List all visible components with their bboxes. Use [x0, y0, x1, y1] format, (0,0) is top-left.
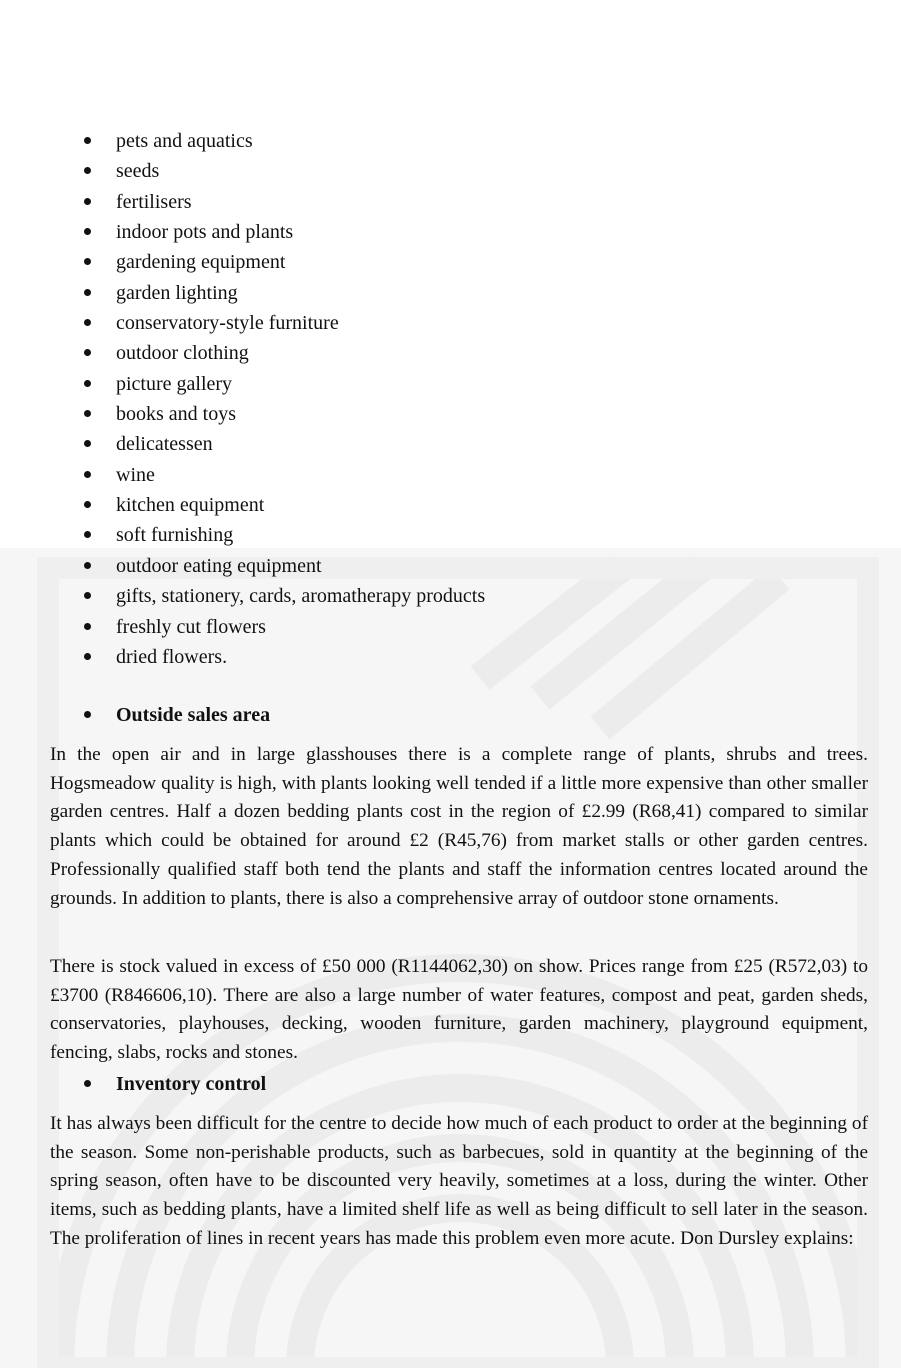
bullet-icon	[84, 258, 91, 265]
list-item-text: gifts, stationery, cards, aromatherapy products	[116, 585, 486, 608]
list-item	[0, 399, 901, 429]
bullet-icon	[84, 198, 91, 205]
list-item-text: soft furnishing	[116, 524, 234, 547]
list-item	[0, 551, 901, 581]
outside-sales-paragraph-2: There is stock valued in excess of £50 000 (R1144062,30) on show. Prices range from £25 (R572,03) to £3700 (R846606,10). There are also a large number of water features, compost and peat, garden sheds, conservatories, playhouses, decking, wooden furniture, garden machinery, playground equipment, fencing, slabs, rocks and stones.	[50, 956, 868, 1064]
list-item-text: fertilisers	[116, 190, 192, 213]
bullet-icon	[84, 440, 91, 447]
list-item	[0, 612, 901, 642]
list-item-text: conservatory-style furniture	[116, 312, 339, 335]
list-item	[0, 369, 901, 399]
bullet-icon	[84, 410, 91, 417]
inventory-control-heading	[0, 1069, 901, 1099]
list-item-text: gardening equipment	[116, 251, 286, 274]
list-item	[0, 187, 901, 217]
list-item	[0, 308, 901, 338]
list-item-text: dried flowers.	[116, 645, 228, 668]
bullet-icon	[84, 623, 91, 630]
bullet-icon	[84, 228, 91, 235]
list-item-text: garden lighting	[116, 281, 238, 304]
list-item	[0, 642, 901, 672]
bullet-icon	[84, 1080, 91, 1087]
list-item	[0, 429, 901, 459]
list-item	[0, 217, 901, 247]
bullet-icon	[84, 137, 91, 144]
bullet-icon	[84, 167, 91, 174]
bullet-icon	[84, 319, 91, 326]
list-item-text: indoor pots and plants	[116, 221, 294, 244]
list-item	[0, 581, 901, 611]
list-item	[0, 338, 901, 368]
bullet-icon	[84, 471, 91, 478]
outside-sales-paragraph-1: In the open air and in large glasshouses there is a complete range of plants, shrubs and trees. Hogsmeadow quality is high, with plants looking well tended if a little more expensive than other smaller garden centres. Half a dozen bedding plants cost in the region of £2.99 (R68,41) compared to similar plants which could be obtained for around £2 (R45,76) from market stalls or other garden centres. Professionally qualified staff both tend the plants and staff the information centres located around the grounds. In addition to plants, there is also a comprehensive array of outdoor stone ornaments.	[50, 744, 868, 909]
list-item-text: kitchen equipment	[116, 494, 265, 517]
list-item	[0, 520, 901, 550]
list-item-text: outdoor clothing	[116, 342, 249, 365]
list-item-text: delicatessen	[116, 433, 213, 456]
list-item	[0, 247, 901, 277]
bullet-icon	[84, 653, 91, 660]
inventory-control-heading-text: Inventory control	[116, 1073, 267, 1095]
list-item	[0, 126, 901, 156]
bullet-icon	[84, 501, 91, 508]
bullet-icon	[84, 562, 91, 569]
outside-sales-heading	[0, 700, 901, 730]
bullet-icon	[84, 711, 91, 718]
inventory-control-paragraph: It has always been difficult for the centre to decide how much of each product to order at the beginning of the season. Some non-perishable products, such as barbecues, sold in quantity at the beginning of the spring season, often have to be discounted very heavily, sometimes at a loss, during the winter. Other items, such as bedding plants, have a limited shelf life as well as being difficult to sell later in the season. The proliferation of lines in recent years has made this problem even more acute. Don Dursley explains:	[50, 1113, 868, 1249]
list-item-text: freshly cut flowers	[116, 615, 266, 638]
product-list	[0, 126, 901, 672]
list-item-text: seeds	[116, 160, 160, 183]
list-item-text: pets and aquatics	[116, 130, 253, 152]
list-item	[0, 490, 901, 520]
list-item-text: wine	[116, 463, 155, 486]
list-item-text: outdoor eating equipment	[116, 554, 322, 577]
list-item-text: picture gallery	[116, 372, 233, 395]
bullet-icon	[84, 349, 91, 356]
bullet-icon	[84, 592, 91, 599]
list-item-text: books and toys	[116, 403, 236, 426]
bullet-icon	[84, 289, 91, 296]
outside-sales-heading-text: Outside sales area	[116, 704, 271, 726]
bullet-icon	[84, 380, 91, 387]
list-item	[0, 156, 901, 186]
list-item	[0, 460, 901, 490]
list-item	[0, 278, 901, 308]
bullet-icon	[84, 531, 91, 538]
